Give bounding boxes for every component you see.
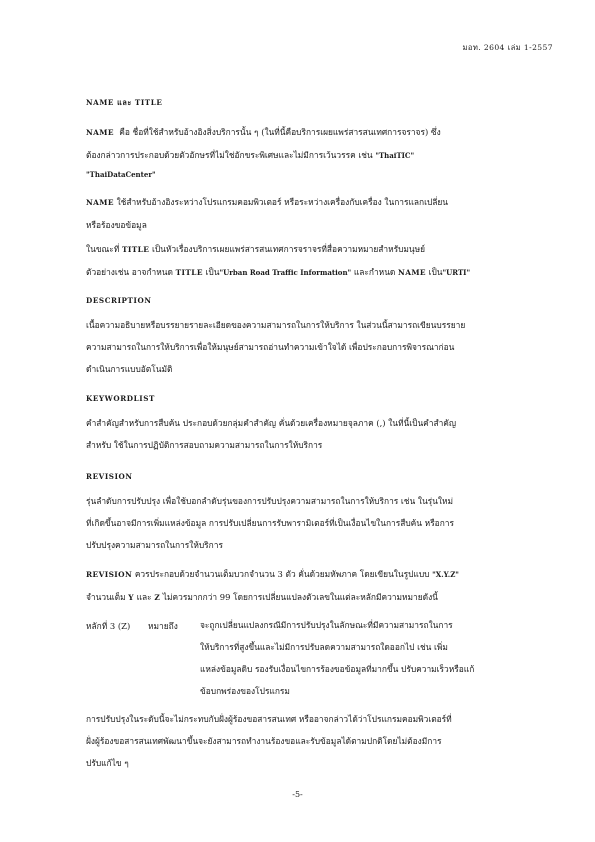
text: ให้บริการที่สูงขึ้นและไม่มีการปรับลดความสามารถใดออกไป เช่น เพิ่ม [200, 642, 448, 652]
text: ฝั่งผู้ร้องขอสารสนเทศพัฒนาขึ้นจะยังสามารถทำงานร้องขอและรับข้อมูลได้ตามปกติโดยไม่ต้องมีการ [86, 736, 442, 746]
rule-label: หลักที่ 3 (Z) [86, 621, 131, 631]
text: ตัวอย่างเช่น อาจกำหนด [86, 267, 173, 277]
text: รุ่นลำดับการปรับปรุง เพื่อใช้บอกลำดับรุ่นของการปรับปรุงความสามารถในการให้บริการ เช่น ในรุ่นใหม่ [86, 496, 454, 506]
text: ใช้สำหรับอ้างอิงระหว่างโปรแกรมคอมพิวเตอร์ หรือระหว่างเครื่องกับเครื่อง ในการแลกเปลี่ยน [116, 197, 449, 207]
text: การปรับปรุงในระดับนี้จะไม่กระทบกับฝั่งผู้ร้องขอสารสนเทศ หรืออาจกล่าวได้ว่าโปรแกรมคอมพิวเตอร์ที่ [86, 714, 452, 724]
text: จะถูกเปลี่ยนแปลงกรณีมีการปรับปรุงในลักษณะที่มีความสามารถในการ [200, 620, 453, 630]
page-number: -5- [292, 790, 303, 799]
section-heading-name-title: NAME และ TITLE [86, 98, 163, 107]
text: เป็น [205, 267, 220, 277]
section-heading-keywordlist: KEYWORDLIST [86, 394, 155, 403]
document-code: มอท. 2604 เล่ม 1-2557 [462, 43, 553, 52]
text: ไม่ควรมากกว่า 99 โดยการเปลี่ยนแปลงตัวเลขในแต่ละหลักมีความหมายดังนี้ [162, 592, 438, 602]
section-heading-description: DESCRIPTION [86, 296, 152, 305]
section-heading-revision: REVISION [86, 472, 133, 481]
text: หรือร้องขอข้อมูล [86, 220, 147, 230]
paragraph-name-usage [86, 191, 538, 236]
keyword-y: Y [128, 593, 134, 602]
rule-description [200, 614, 538, 702]
keyword-title: TITLE [122, 245, 150, 254]
keyword-revision: REVISION [86, 570, 133, 579]
text: จำนวนเต็ม [86, 592, 126, 602]
keyword-name: NAME [86, 128, 114, 137]
text: และกำหนด [353, 267, 396, 277]
text: ที่เกิดขึ้นอาจมีการเพิ่มแหล่งข้อมูล การปรับเปลี่ยนการรับพารามิเตอร์ที่เป็นเงื่อนไขในการสืบค้น หรือการ [86, 518, 454, 528]
text: คำสำคัญสำหรับการสืบค้น ประกอบด้วยกลุ่มคำสำคัญ คั่นด้วยเครื่องหมายจุลภาค (,) ในที่นี้เป็นคำสำคัญ [86, 418, 457, 428]
format-quote: "X.Y.Z" [432, 570, 459, 579]
paragraph-description [86, 314, 538, 380]
example-quote: "Urban Road Traffic Information" [219, 268, 352, 277]
text: และ [136, 592, 152, 602]
example-quote: "URTI" [442, 268, 471, 277]
text: ควรประกอบด้วยจำนวนเต็มบวกจำนวน 3 ตัว คั่นด้วยมหัพภาค โดยเขียนในรูปแบบ [134, 569, 430, 579]
text: แหล่งข้อมูลดิบ รองรับเงื่อนไขการร้องขอข้อมูลที่มากขึ้น ปรับความเร็วหรือแก้ [200, 664, 475, 674]
rule-term: หมายถึง [148, 621, 178, 631]
text: ปรับแก้ไข ๆ [86, 758, 129, 768]
text: ความสามารถในการให้บริการเพื่อให้มนุษย์สามารถอ่านทำความเข้าใจได้ เพื่อประกอบการพิจารณาก่อน [86, 342, 455, 352]
text: คือ ชื่อที่ใช้สำหรับอ้างอิงสิ่งบริการนั้น ๆ (ในที่นี้คือบริการเผยแพร่สารสนเทศการจราจร) ซึ่ง [119, 127, 441, 137]
paragraph-keywordlist [86, 412, 538, 456]
text: สำหรับ ใช้ในการปฏิบัติการสอบถามความสามารถในการให้บริการ [86, 440, 323, 450]
text: เป็น [428, 267, 443, 277]
paragraph-closing [86, 708, 538, 774]
keyword-name: NAME [398, 268, 426, 277]
text: ข้อบกพร่องของโปรแกรม [200, 686, 290, 696]
keyword-z: Z [154, 593, 161, 602]
paragraph-revision-format [86, 563, 538, 609]
text: เนื้อความอธิบายหรือบรรยายรายละเอียดของความสามารถในการให้บริการ ในส่วนนี้สามารถเขียนบรรยาย [86, 320, 466, 330]
paragraph-title-usage [86, 238, 538, 284]
keyword-name: NAME [86, 198, 114, 207]
text: ปรับปรุงความสามารถในการให้บริการ [86, 540, 223, 550]
example-quote: "ThaiDataCenter" [86, 170, 156, 179]
paragraph-revision [86, 490, 538, 556]
example-quote: "ThaiTIC" [375, 151, 415, 160]
text: ดำเนินการแบบอัตโนมัติ [86, 364, 173, 374]
paragraph-name-definition [86, 121, 538, 182]
keyword-title: TITLE [175, 268, 203, 277]
text: เป็นหัวเรื่องบริการเผยแพร่สารสนเทศการจราจรที่สื่อความหมายสำหรับมนุษย์ [151, 244, 426, 254]
text: ในขณะที่ [86, 244, 120, 254]
text: ต้องกล่าวการประกอบด้วยตัวอักษรที่ไม่ใช่อักขระพิเศษและไม่มีการเว้นวรรค เช่น [86, 150, 373, 160]
